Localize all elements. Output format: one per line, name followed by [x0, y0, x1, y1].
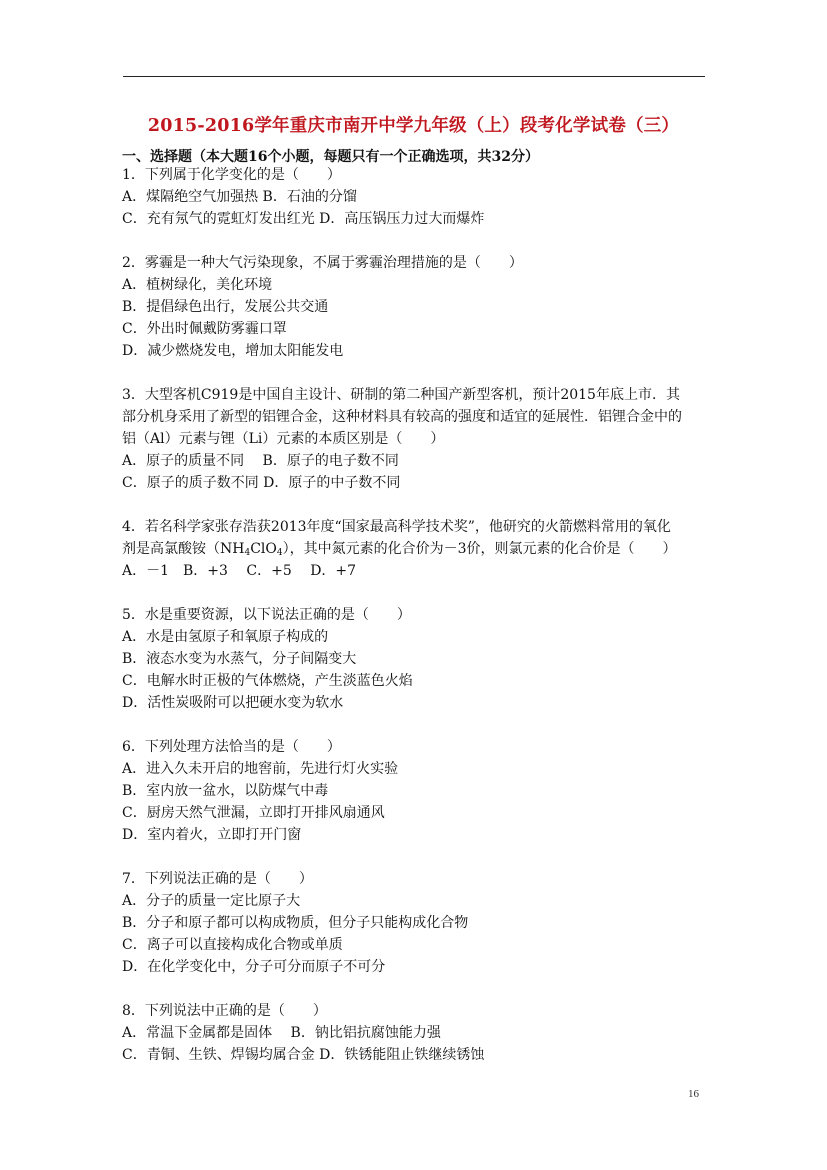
page-number: 16 [688, 1088, 699, 1100]
question-7-option-c: C．离子可以直接构成化合物或单质 [122, 937, 343, 953]
page-title: 2015-2016学年重庆市南开中学九年级（上）段考化学试卷（三） [147, 116, 680, 136]
question-1-stem: 1．下列属于化学变化的是（ ） [122, 167, 341, 183]
question-4-stem-line-2: 剂是高氯酸铵$(NH_4ClO_4)$，其中氮元素的化合价为－3价，则氯元素的化合价是（ ） [122, 541, 677, 558]
section-heading: 一、选择题（本大题16个小题，每题只有一个正确选项，共32分） [122, 149, 539, 165]
question-8-options-cd: C．青铜、生铁、焊锡均属合金 D．铁锈能阻止铁继续锈蚀 [122, 1047, 485, 1063]
question-5-option-a: A．水是由氢原子和氧原子构成的 [122, 629, 329, 645]
question-3-stem-line-3: 铝（Al）元素与锂（Li）元素的本质区别是（ ） [122, 431, 445, 447]
question-list [122, 164, 712, 1066]
question-4-options: A．－1 B．+3 C．+5 D．+7 [122, 563, 357, 579]
question-1-options-ab: A．煤隔绝空气加强热 B．石油的分馏 [122, 189, 357, 205]
question-6-option-d: D．室内着火，立即打开门窗 [122, 827, 302, 843]
question-5-option-d: D．活性炭吸附可以把硬水变为软水 [122, 695, 344, 711]
question-6-option-b: B．室内放一盆水，以防煤气中毒 [122, 783, 329, 799]
question-3-options-cd: C．原子的质子数不同 D．原子的中子数不同 [122, 475, 401, 491]
question-2-option-d: D．减少燃烧发电，增加太阳能发电 [122, 343, 344, 359]
question-5-option-b: B．液态水变为水蒸气，分子间隔变大 [122, 651, 357, 667]
question-5-option-c: C．电解水时正极的气体燃烧，产生淡蓝色火焰 [122, 673, 413, 689]
question-2-option-b: B．提倡绿色出行，发展公共交通 [122, 299, 329, 315]
question-2-option-a: A．植树绿化，美化环境 [122, 277, 273, 293]
question-3-stem-line-2: 部分机身采用了新型的铝锂合金，这种材料具有较高的强度和适宜的延展性．铝锂合金中的 [122, 409, 682, 425]
question-4-stem-line-1: 4．若名科学家张存浩获2013年度“国家最高科学技术奖”，他研究的火箭燃料常用的氧化 [122, 519, 671, 535]
question-7-option-d: D．在化学变化中，分子可分而原子不可分 [122, 959, 386, 975]
question-7-option-b: B．分子和原子都可以构成物质，但分子只能构成化合物 [122, 915, 469, 931]
question-6-option-a: A．进入久未开启的地窖前，先进行灯火实验 [122, 761, 399, 777]
question-1-options-cd: C．充有氖气的霓虹灯发出红光 D．高压锅压力过大而爆炸 [122, 211, 485, 227]
question-3-stem-line-1: 3．大型客机C919是中国自主设计、研制的第二种国产新型客机，预计2015年底上市．其 [122, 387, 680, 403]
question-2-stem: 2．雾霾是一种大气污染现象，不属于雾霾治理措施的是（ ） [122, 255, 523, 271]
question-7-option-a: A．分子的质量一定比原子大 [122, 893, 301, 909]
header-rule [123, 76, 705, 77]
question-3-options-ab: A．原子的质量不同 B．原子的电子数不同 [122, 453, 399, 469]
question-8-options-ab: A．常温下金属都是固体 B．钠比铝抗腐蚀能力强 [122, 1025, 441, 1041]
question-6-option-c: C．厨房天然气泄漏，立即打开排风扇通风 [122, 805, 385, 821]
question-6-stem: 6．下列处理方法恰当的是（ ） [122, 739, 341, 755]
question-5-stem: 5．水是重要资源，以下说法正确的是（ ） [122, 607, 411, 623]
question-2-option-c: C．外出时佩戴防雾霾口罩 [122, 321, 287, 337]
question-7-stem: 7．下列说法正确的是（ ） [122, 871, 313, 887]
question-8-stem: 8．下列说法中正确的是（ ） [122, 1003, 327, 1019]
